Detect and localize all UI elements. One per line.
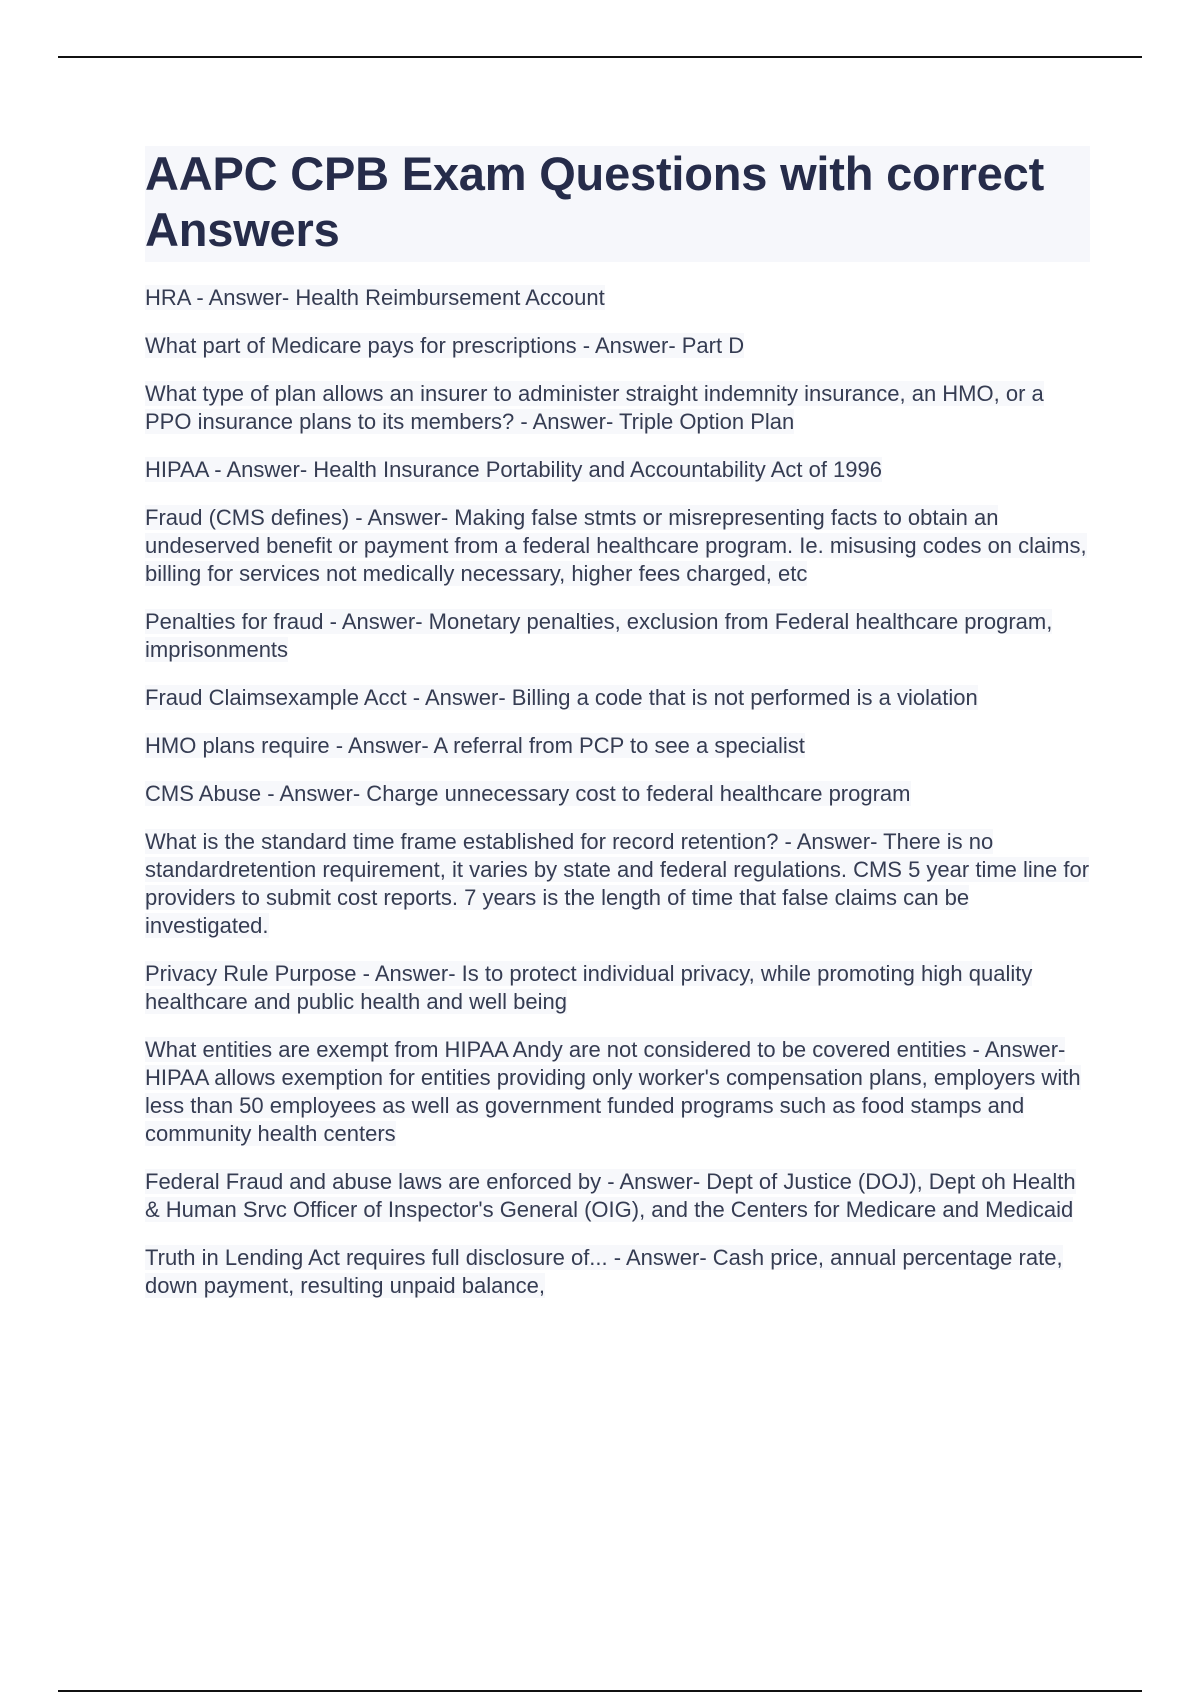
qa-text: What type of plan allows an insurer to administer straight indemnity insurance, an HMO, or a PPO insurance plans to its members? - Answer- Triple Option Plan [145, 381, 1044, 434]
qa-text: HIPAA - Answer- Health Insurance Portability and Accountability Act of 1996 [145, 457, 882, 482]
qa-text: What entities are exempt from HIPAA Andy are not considered to be covered entities - Answer- HIPAA allows exemption for entities providing only worker's compensation plans, employers with less than 50 employees as well as government funded programs such as food stamps and community health centers [145, 1037, 1081, 1146]
qa-item [145, 1244, 1090, 1300]
qa-item [145, 1168, 1090, 1224]
qa-item [145, 828, 1090, 940]
qa-text: What part of Medicare pays for prescriptions - Answer- Part D [145, 333, 745, 358]
qa-text: Penalties for fraud - Answer- Monetary penalties, exclusion from Federal healthcare program, imprisonments [145, 609, 1053, 662]
qa-text: HRA - Answer- Health Reimbursement Account [145, 285, 605, 310]
header-rule [58, 56, 1142, 58]
qa-item [145, 380, 1090, 436]
qa-item [145, 780, 1090, 808]
qa-item [145, 1036, 1090, 1148]
qa-text: Federal Fraud and abuse laws are enforced by - Answer- Dept of Justice (DOJ), Dept oh Health & Human Srvc Officer of Inspector's General (OIG), and the Centers for Medicare and Medicaid [145, 1169, 1076, 1222]
qa-text: What is the standard time frame established for record retention? - Answer- There is no standardretention requirement, it varies by state and federal regulations. CMS 5 year time line for providers to submit cost reports. 7 years is the length of time that false claims can be investigated. [145, 829, 1090, 938]
qa-item [145, 504, 1090, 588]
qa-text: Fraud (CMS defines) - Answer- Making false stmts or misrepresenting facts to obtain an undeserved benefit or payment from a federal healthcare program. Ie. misusing codes on claims, billing for services not medically necessary, higher fees charged, etc [145, 505, 1087, 586]
document-body [145, 146, 1090, 1320]
qa-text: HMO plans require - Answer- A referral from PCP to see a specialist [145, 733, 805, 758]
document-title: AAPC CPB Exam Questions with correct Answers [145, 146, 1090, 262]
qa-text: CMS Abuse - Answer- Charge unnecessary cost to federal healthcare program [145, 781, 911, 806]
qa-item [145, 732, 1090, 760]
qa-text: Privacy Rule Purpose - Answer- Is to protect individual privacy, while promoting high quality healthcare and public health and well being [145, 961, 1033, 1014]
qa-item [145, 960, 1090, 1016]
qa-item [145, 684, 1090, 712]
qa-item [145, 456, 1090, 484]
qa-item [145, 608, 1090, 664]
qa-item [145, 284, 1090, 312]
qa-text: Fraud Claimsexample Acct - Answer- Billing a code that is not performed is a violation [145, 685, 978, 710]
qa-text: Truth in Lending Act requires full disclosure of... - Answer- Cash price, annual percentage rate, down payment, resulting unpaid balance, [145, 1245, 1063, 1298]
footer-rule [58, 1690, 1142, 1692]
qa-item [145, 332, 1090, 360]
